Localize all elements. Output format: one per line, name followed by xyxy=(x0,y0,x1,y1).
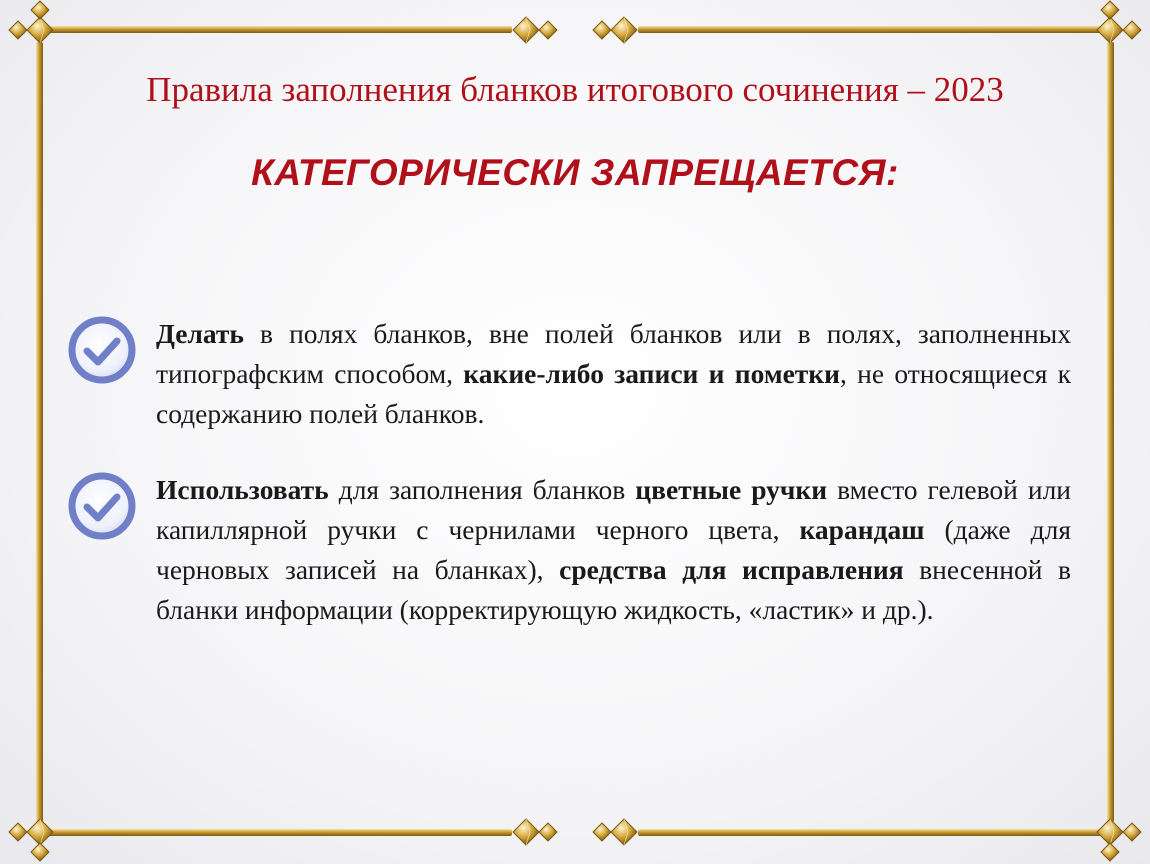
rule-text xyxy=(156,314,1071,434)
prohibition-heading: КАТЕГОРИЧЕСКИ ЗАПРЕЩАЕТСЯ: xyxy=(251,152,899,193)
rule-text-segment: в полях бланков, вне полей бланков или в полях, заполненных типографским способом, xyxy=(156,318,1071,389)
corner-ornament-bl xyxy=(9,819,53,861)
rule-text-segment: внесенной в бланки информации (корректирующую жидкость, «ластик» и др.). xyxy=(156,554,1071,625)
emphasis-text: карандаш xyxy=(799,514,925,545)
emphasis-text: какие-либо записи и пометки xyxy=(463,358,840,389)
emphasis-text: Делать xyxy=(156,318,244,349)
rule-text-segment: вместо гелевой или капиллярной ручки с чернилами черного цвета, xyxy=(156,474,1072,545)
corner-ornament-tl xyxy=(9,1,53,43)
emphasis-text: цветные ручки xyxy=(635,474,828,505)
check-circle-icon xyxy=(66,314,138,386)
check-circle-icon xyxy=(66,470,138,542)
corner-ornament-br xyxy=(1097,819,1141,861)
rule-text-segment: (даже для черновых записей на бланках), xyxy=(156,514,1071,585)
emphasis-text: Использовать xyxy=(156,474,329,505)
corner-ornament-tr xyxy=(1097,1,1141,43)
rule-text xyxy=(156,470,1071,630)
emphasis-text: средства для исправления xyxy=(559,554,904,585)
rule-text-segment: , не относящиеся к содержанию полей бланков. xyxy=(156,358,1072,429)
rule-text-segment: для заполнения бланков xyxy=(328,474,636,505)
page-title: Правила заполнения бланков итогового сочинения – 2023 xyxy=(146,70,1004,109)
